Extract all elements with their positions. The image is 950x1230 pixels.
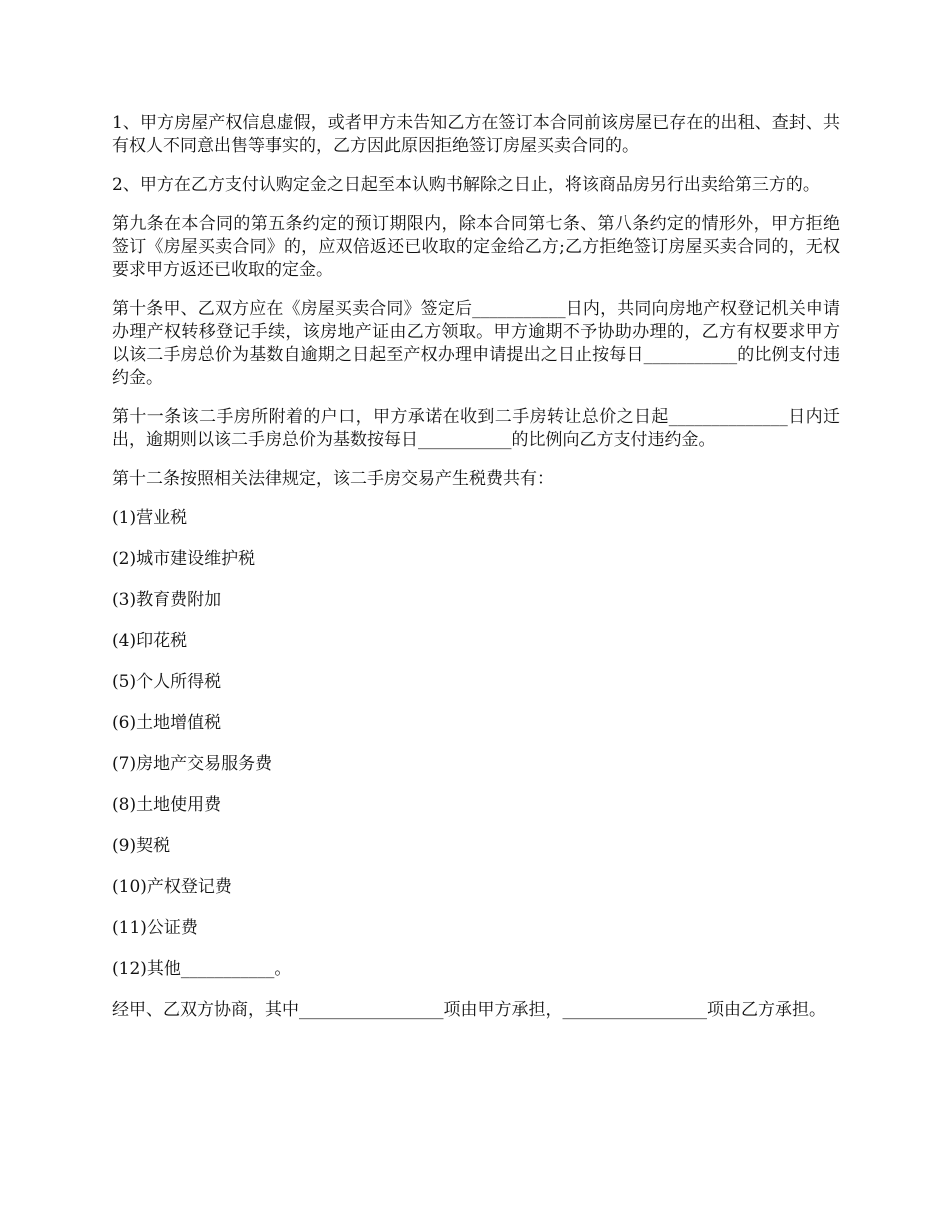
tax-item-notary-fee: (11)公证费 xyxy=(112,918,198,938)
paragraph-article-10: 第十条甲、乙双方应在《房屋买卖合同》签定后___________日内，共同向房地产权登记机关申请办理产权转移登记手续，该房地产证由乙方领取。甲方逾期不予协助办理的，乙方有权要求甲方以该二手房总价为基数自逾期之日起至产权办理申请提出之日止按每日___________的比例支付违约金。 xyxy=(112,299,840,388)
paragraph-article-12: 第十二条按照相关法律规定，该二手房交易产生税费共有： xyxy=(112,469,554,489)
tax-item-urban-construction-tax: (2)城市建设维护税 xyxy=(112,549,256,569)
paragraph-clause-1: 1、甲方房屋产权信息虚假，或者甲方未告知乙方在签订本合同前该房屋已存在的出租、查封、共有权人不同意出售等事实的，乙方因此原因拒绝签订房屋买卖合同的。 xyxy=(112,113,840,156)
tax-item-business-tax: (1)营业税 xyxy=(112,508,188,528)
tax-item-education-surcharge: (3)教育费附加 xyxy=(112,590,222,610)
paragraph-clause-2: 2、甲方在乙方支付认购定金之日起至本认购书解除之日止，将该商品房另行出卖给第三方的。 xyxy=(112,175,820,195)
paragraph-article-9: 第九条在本合同的第五条约定的预订期限内，除本合同第七条、第八条约定的情形外，甲方拒绝签订《房屋买卖合同》的，应双倍返还已收取的定金给乙方;乙方拒绝签订房屋买卖合同的，无权要求甲方返还已收取的定金。 xyxy=(112,214,840,280)
tax-item-stamp-duty: (4)印花税 xyxy=(112,631,188,651)
tax-item-land-use-fee: (8)土地使用费 xyxy=(112,795,222,815)
tax-item-personal-income-tax: (5)个人所得税 xyxy=(112,672,222,692)
tax-item-land-appreciation-tax: (6)土地增值税 xyxy=(112,713,222,733)
tax-item-registration-fee: (10)产权登记费 xyxy=(112,877,232,897)
tax-item-transaction-service-fee: (7)房地产交易服务费 xyxy=(112,754,273,774)
tax-item-deed-tax: (9)契税 xyxy=(112,836,171,856)
document-page xyxy=(112,112,840,1038)
tax-item-other: (12)其他___________。 xyxy=(112,959,292,979)
paragraph-closing: 经甲、乙双方协商，其中_________________项由甲方承担，_________________项由乙方承担。 xyxy=(112,1000,826,1020)
paragraph-article-11: 第十一条该二手房所附着的户口，甲方承诺在收到二手房转让总价之日起______________日内迁出，逾期则以该二手房总价为基数按每日___________的比例向乙方支付违约金。 xyxy=(112,407,840,450)
